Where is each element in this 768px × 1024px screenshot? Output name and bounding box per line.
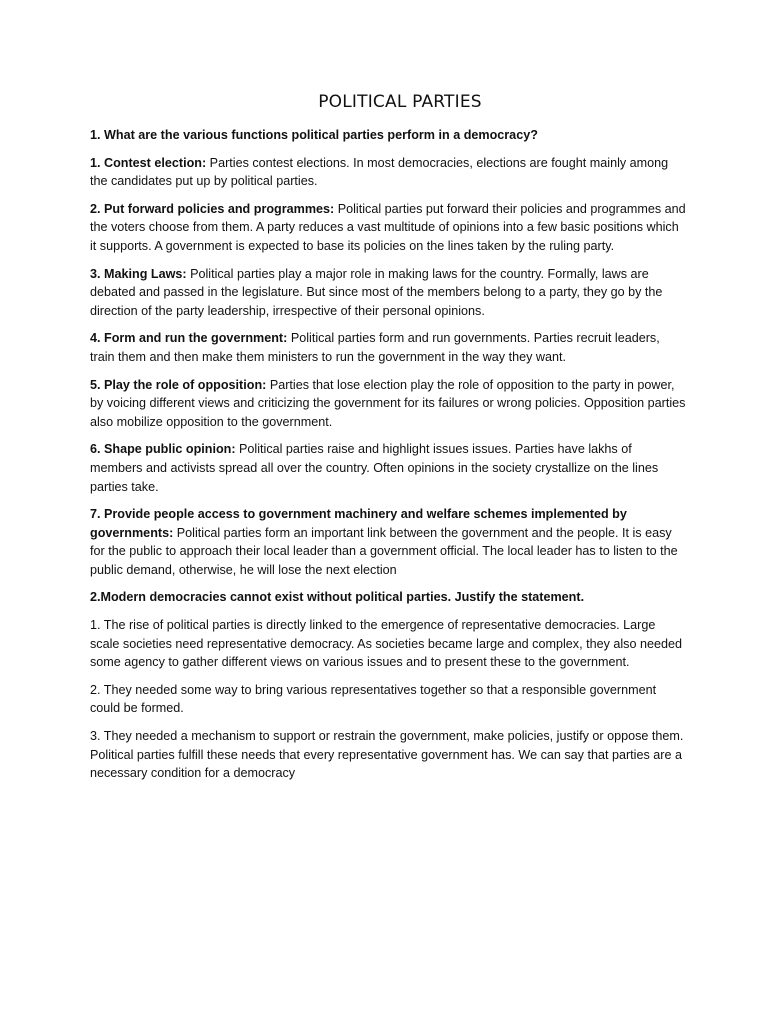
point-text: Parties contest elections. In most democracies, elections are fought mainly among the candidates put up by political parties. bbox=[90, 155, 669, 189]
point-heading: 4. Form and run the government: bbox=[90, 331, 288, 346]
point-heading: 6. Shape public opinion: bbox=[90, 442, 236, 457]
answer-2-point-3: 3. They needed a mechanism to support or restrain the government, make policies, justify or oppose them. Political parties fulfill these needs that every representative government has. We can say that parties are a necessary condition for a democracy bbox=[90, 729, 684, 781]
point-heading: 5. Play the role of opposition: bbox=[90, 377, 267, 392]
document-body bbox=[90, 126, 686, 792]
answer-1-point-6 bbox=[90, 440, 686, 496]
answer-1-point-4 bbox=[90, 329, 686, 366]
question-1: 1. What are the various functions political parties perform in a democracy? bbox=[90, 128, 538, 142]
point-heading: 2. Put forward policies and programmes: bbox=[90, 201, 335, 216]
answer-2-point-1: 1. The rise of political parties is directly linked to the emergence of representative democracies. Large scale societies need representative democracy. As societies became large and complex, they also needed some agency to gather different views on various issues and to present these to the government. bbox=[90, 618, 683, 670]
answer-1-point-5 bbox=[90, 376, 686, 432]
point-text: Parties that lose election play the role of opposition to the party in power, by voicing different views and criticizing the government for its failures or wrong policies. Opposition parties also mobilize opposition to the government. bbox=[90, 377, 686, 429]
point-heading: 1. Contest election: bbox=[90, 155, 207, 170]
page-title: POLITICAL PARTIES bbox=[318, 92, 482, 112]
answer-1-point-2 bbox=[90, 200, 686, 256]
point-text: Political parties form and run governments. Parties recruit leaders, train them and then make them ministers to run the government in the way they want. bbox=[90, 331, 660, 364]
answer-1-point-1 bbox=[90, 154, 686, 191]
point-heading: 3. Making Laws: bbox=[90, 266, 187, 281]
answer-1-point-3 bbox=[90, 265, 686, 321]
point-heading: 7. Provide people access to government machinery and welfare schemes implemented by governments: bbox=[90, 507, 627, 540]
point-text: Political parties form an important link between the government and the people. It is easy for the public to approach their local leader than a government official. The local leader has to listen to the public demand, otherwise, he will lose the next election bbox=[90, 525, 678, 577]
answer-2-point-2: 2. They needed some way to bring various representatives together so that a responsible government could be formed. bbox=[90, 682, 657, 716]
point-text: Political parties put forward their policies and programmes and the voters choose from them. A party reduces a vast multitude of opinions into a few basic positions which it supports. A government is expected to base its policies on the lines taken by the ruling party. bbox=[90, 201, 686, 253]
point-text: Political parties play a major role in making laws for the country. Formally, laws are debated and passed in the legislature. But since most of the members belong to a party, they go by the direction of the party leadership, irrespective of their personal opinions. bbox=[90, 266, 663, 318]
point-text: Political parties raise and highlight issues issues. Parties have lakhs of members and activists spread all over the country. Often opinions in the society crystallize on the lines parties take. bbox=[90, 442, 659, 494]
answer-1-point-7 bbox=[90, 505, 686, 579]
question-2: 2.Modern democracies cannot exist without political parties. Justify the statement. bbox=[90, 590, 585, 605]
